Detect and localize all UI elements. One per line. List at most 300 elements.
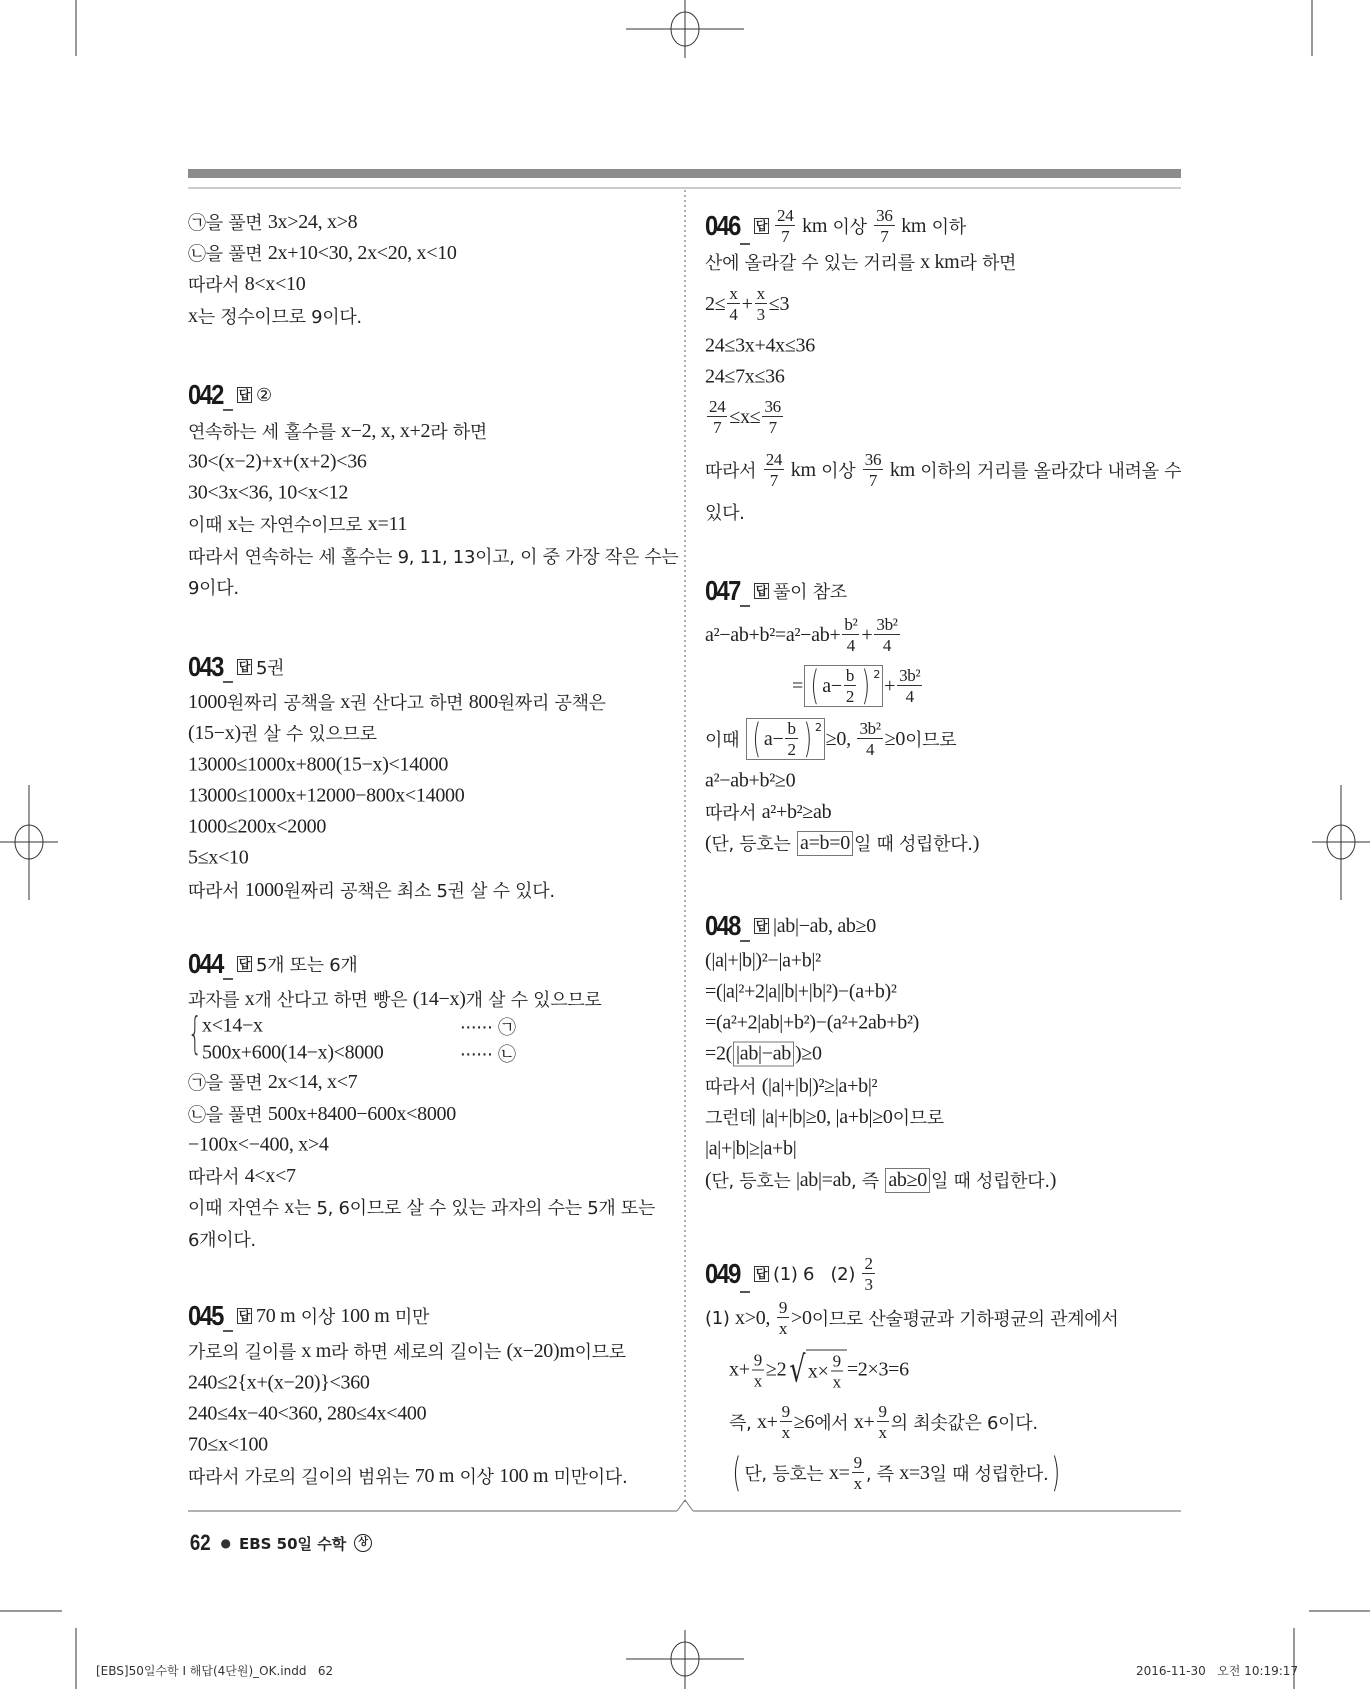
solution-line: [188, 418, 487, 444]
solution-line: [188, 303, 362, 329]
math-expression: 30<(x−2)+x+(x+2)<36: [188, 450, 367, 473]
solution-line: [188, 574, 239, 600]
math-expression: 70 m: [414, 1464, 455, 1487]
answer-value: [256, 951, 358, 977]
fraction-denominator: 4: [846, 636, 855, 655]
fraction-numerator: b: [845, 666, 855, 685]
text-run: 이므로: [905, 730, 957, 751]
fraction: [764, 451, 784, 489]
fraction: [752, 1351, 764, 1389]
answer-label-icon: 답: [755, 219, 768, 233]
answer-value: [256, 654, 284, 680]
solution-line: [705, 830, 979, 856]
text-run: 5권: [256, 658, 285, 679]
problem-number: 044: [188, 948, 223, 979]
text-run: 는 자연수이므로: [237, 515, 368, 536]
fraction-numerator: b²: [844, 615, 858, 634]
answer-label-icon: 답: [755, 919, 768, 933]
square-root: [786, 1350, 847, 1391]
text-run: 그런데: [705, 1108, 762, 1129]
text-run: 이하의 거리를 올라갔다 내려올 수: [914, 461, 1182, 482]
solution-line: [188, 482, 348, 505]
boxed-expression: [885, 1168, 930, 1193]
text-run: 이상: [454, 1467, 500, 1488]
text-run: 원짜리 공책을: [226, 693, 341, 714]
text-run: 연속하는 세 홀수를: [188, 422, 341, 443]
slug-left: [EBS]50일수학 I 해답(4단원)_OK.indd 62: [96, 1664, 334, 1678]
text-run: 따라서: [188, 881, 245, 902]
text-run: ㉠을 풀면: [188, 1073, 268, 1094]
underscore-mark: [740, 605, 750, 607]
problem-heading: [188, 379, 272, 411]
text-run: 따라서: [705, 1077, 762, 1098]
problem-heading: [705, 207, 966, 245]
answer-value: [773, 915, 876, 938]
fraction-denominator: x: [853, 1474, 862, 1493]
solution-line: [705, 398, 785, 436]
solution-line: [705, 616, 902, 654]
text-run: , 즉: [865, 1464, 900, 1485]
solution-line: [188, 689, 606, 715]
fraction-denominator: 4: [729, 305, 738, 324]
text-run: ㉡을 풀면: [188, 244, 268, 265]
underscore-mark: [223, 409, 233, 411]
fraction-numerator: 2: [864, 1254, 873, 1273]
solution-line: [188, 1194, 655, 1220]
answer-label-icon: 답: [755, 584, 768, 598]
bullet-icon: ●: [220, 1536, 231, 1550]
text-run: 따라서: [188, 275, 245, 296]
parenthesized-expression: [807, 663, 881, 709]
math-expression: 13000≤1000x+800(15−x)<14000: [188, 753, 449, 776]
text-run: 가로의 길이를: [188, 1342, 302, 1363]
text-run: 산에 올라갈 수 있는 거리를: [705, 253, 921, 274]
fraction: [775, 207, 795, 245]
math-expression: 70 m: [256, 1304, 296, 1327]
footer-title: EBS 50일 수학: [238, 1534, 347, 1553]
text-run: 따라서: [705, 803, 762, 824]
problem-number: 045: [188, 1300, 223, 1331]
fraction: [874, 616, 899, 654]
problem-heading: [705, 1255, 877, 1293]
fraction-numerator: 24: [709, 397, 726, 416]
solution-line: [705, 718, 956, 760]
fraction-denominator: 3: [756, 305, 765, 324]
solution-line: [188, 785, 464, 808]
math-expression: 30<3x<36, 10<x<12: [188, 481, 349, 504]
fraction: [831, 1353, 843, 1391]
fraction-denominator: x: [878, 1423, 887, 1442]
math-expression: 24≤7x≤36: [705, 365, 785, 388]
math-expression: 5≤x<10: [188, 846, 249, 869]
math-expression: −100x<−400, x>4: [188, 1133, 329, 1156]
math-expression: ≥0: [884, 727, 906, 750]
answer-label-icon: 답: [755, 1267, 768, 1281]
math-expression: x−2, x, x+2: [340, 419, 431, 442]
left-paren: (: [752, 716, 761, 762]
solution-line: [188, 1463, 627, 1489]
fraction-denominator: 2: [845, 687, 855, 706]
fraction: [874, 207, 894, 245]
math-expression: x=: [828, 1461, 850, 1484]
text-run: 즉,: [729, 1413, 757, 1434]
math-expression: km: [786, 458, 816, 481]
math-expression: x: [284, 1195, 294, 1218]
math-expression: x m: [301, 1339, 332, 1362]
math-expression: (: [705, 1168, 712, 1191]
fraction: [777, 1299, 789, 1337]
fraction-denominator: 7: [880, 227, 889, 246]
math-expression: |a|+|b|≥|a+b|: [705, 1137, 797, 1160]
fraction-numerator: 9: [832, 1351, 841, 1371]
math-expression: =2×3=6: [846, 1358, 909, 1381]
boxed-expression: [804, 665, 883, 707]
fraction-denominator: 7: [768, 418, 777, 437]
fraction-numerator: 36: [876, 206, 893, 225]
solution-line: [705, 366, 785, 389]
math-expression: a²−ab+b²=a²−ab+: [705, 623, 841, 646]
fraction: [857, 720, 882, 758]
text-run: 이므로: [892, 1108, 944, 1129]
text-run: 라 하면: [959, 253, 1017, 274]
problem-heading: [188, 948, 358, 980]
problem-heading: [188, 1300, 429, 1332]
solution-line: [705, 499, 745, 525]
text-run: 일 때 성립한다.: [930, 1171, 1050, 1192]
solution-line: [729, 1403, 1038, 1441]
solution-line: [705, 335, 815, 358]
math-expression: ): [972, 831, 980, 854]
solution-line: [729, 1450, 1064, 1496]
math-expression: 24≤3x+4x≤36: [705, 334, 815, 357]
math-expression: 1000: [244, 878, 284, 901]
answer-label-icon: 답: [238, 660, 251, 674]
math-expression: =2(: [705, 1042, 733, 1065]
fraction-numerator: 9: [853, 1453, 862, 1472]
fraction-numerator: 9: [778, 1298, 788, 1317]
solution-line: [705, 1299, 1118, 1337]
solution-line: [705, 799, 831, 825]
solution-line: [188, 1372, 370, 1395]
right-paren: ): [861, 663, 870, 709]
math-expression: 2x+10<30, 2x<20, x<10: [267, 241, 457, 264]
text-run: 미만이다.: [548, 1467, 628, 1488]
text-run: 단, 등호는: [711, 834, 796, 855]
solution-line: [188, 1069, 357, 1095]
math-expression: x: [340, 690, 350, 713]
math-expression: (|a|+|b|)²−|a+b|²: [705, 949, 821, 972]
math-expression: x<14−x: [202, 1014, 263, 1037]
fraction-numerator: 3b²: [899, 666, 921, 685]
math-expression: +: [884, 674, 896, 697]
fraction-numerator: x: [756, 284, 765, 303]
math-expression: 500x+8400−600x<8000: [267, 1102, 456, 1125]
solution-line: [188, 543, 679, 569]
math-expression: (: [705, 831, 712, 854]
fraction-denominator: 7: [781, 227, 790, 246]
solution-line: [188, 754, 448, 777]
problem-heading: [188, 651, 284, 683]
math-expression: a−: [763, 727, 784, 750]
math-expression: (|a|+|b|)²≥|a+b|²: [761, 1074, 878, 1097]
boxed-expression: [797, 831, 853, 856]
underscore-mark: [223, 978, 233, 980]
boxed-expression: [733, 1042, 794, 1067]
solution-line: [705, 770, 795, 793]
fraction-numerator: 9: [753, 1350, 762, 1369]
boxed-expression: [746, 718, 825, 760]
fraction-denominator: x: [781, 1423, 790, 1442]
fraction-numerator: 36: [864, 450, 882, 469]
fraction: [877, 1403, 889, 1441]
math-expression: km: [797, 214, 828, 237]
solution-line: [705, 1073, 877, 1099]
underscore-mark: [740, 243, 750, 245]
solution-line: [705, 981, 897, 1004]
fraction-numerator: b: [787, 719, 796, 738]
math-expression: a²+b²≥ab: [761, 800, 832, 823]
solution-line: [188, 209, 357, 235]
fraction: [842, 616, 859, 654]
equation-label: ······ ㉡: [460, 1044, 516, 1065]
fraction-numerator: x: [729, 284, 738, 303]
fraction-denominator: 7: [868, 471, 878, 490]
exponent: 2: [815, 721, 822, 734]
fraction: [897, 667, 922, 705]
math-expression: ≤3: [768, 292, 790, 315]
math-expression: km: [885, 458, 915, 481]
math-expression: (x−20)m: [506, 1339, 575, 1362]
underscore-mark: [740, 1291, 750, 1293]
math-expression: x=11: [367, 512, 408, 535]
text-run: 5개 또는 6개: [256, 955, 358, 976]
math-expression: x=3: [899, 1461, 930, 1484]
text-run: 개 살 수 있으므로: [465, 990, 602, 1011]
math-expression: +: [861, 623, 873, 646]
solution-line: [705, 1012, 919, 1035]
fraction-numerator: 3b²: [876, 615, 898, 634]
answer-value: [256, 1303, 429, 1329]
fraction-numerator: 24: [765, 450, 783, 469]
solution-line: [705, 950, 821, 973]
fraction-denominator: 4: [882, 636, 892, 655]
math-expression: 100 m: [340, 1304, 390, 1327]
text-run: 따라서: [188, 1167, 245, 1188]
fraction: [755, 285, 767, 323]
system-brace: {: [188, 1008, 202, 1059]
slug-right: 2016-11-30 오전 10:19:17: [1136, 1664, 1299, 1678]
math-expression: 8<x<10: [244, 272, 306, 295]
text-run: 있다.: [705, 503, 745, 524]
problem-number: 049: [705, 1258, 740, 1289]
fraction-numerator: 3b²: [859, 719, 881, 738]
solution-line: [705, 451, 1181, 489]
text-run: 단, 등호는: [711, 1171, 796, 1192]
fraction-denominator: 4: [865, 740, 875, 759]
math-expression: |a|+|b|≥0, |a+b|≥0: [761, 1105, 893, 1128]
math-expression: 1000≤200x<2000: [188, 815, 327, 838]
math-expression: 3x>24, x>8: [267, 210, 358, 233]
math-expression: |ab|−ab: [736, 1042, 791, 1065]
math-expression: 240≤2{x+(x−20)}<360: [188, 1371, 370, 1394]
solution-line: [705, 1138, 796, 1161]
math-expression: 2≤: [705, 292, 726, 315]
text-run: 개 산다고 하면 빵은: [254, 990, 413, 1011]
text-run: 이므로: [574, 1342, 626, 1363]
solution-line: [705, 1042, 822, 1067]
text-run: 라 하면: [430, 422, 487, 443]
text-run: 이상: [815, 461, 861, 482]
text-run: 이때 자연수: [188, 1198, 285, 1219]
solution-line: [188, 720, 377, 746]
math-expression: 4<x<7: [244, 1164, 296, 1187]
answer-label-icon: 답: [238, 957, 251, 971]
fraction-numerator: 36: [764, 397, 781, 416]
problem-number: 043: [188, 651, 223, 682]
radical-sign: √: [789, 1349, 806, 1390]
text-run: ②: [256, 384, 272, 406]
solution-line: [202, 1041, 516, 1065]
solution-line: [188, 1163, 296, 1189]
answer-value: [773, 1255, 877, 1293]
page-number: 62: [189, 1530, 211, 1555]
text-run: 이때: [705, 730, 745, 751]
math-expression: x×: [807, 1360, 829, 1382]
text-run: 이하: [926, 217, 966, 238]
math-expression: x km: [920, 250, 960, 273]
big-left-paren: (: [732, 1450, 741, 1496]
solution-line: [188, 986, 601, 1012]
math-expression: >0: [791, 1306, 812, 1329]
underscore-mark: [223, 1330, 233, 1332]
math-expression: 100 m: [499, 1464, 549, 1487]
text-run: 일 때 성립한다.: [853, 834, 973, 855]
problem-heading: [705, 575, 847, 607]
solution-line: [705, 249, 1016, 275]
fraction: [862, 1255, 874, 1293]
math-expression: 800: [468, 690, 498, 713]
fraction: [785, 720, 797, 758]
radicand: [806, 1350, 847, 1391]
math-expression: 500x+600(14−x)<8000: [202, 1041, 384, 1064]
text-run: 이상: [295, 1307, 341, 1328]
text-run: 6개이다.: [188, 1230, 256, 1251]
math-expression: ≥0,: [825, 727, 856, 750]
math-expression: ab≥0: [888, 1168, 927, 1191]
page-footer: [188, 1530, 372, 1556]
fraction: [863, 451, 883, 489]
math-expression: (14−x): [412, 987, 466, 1010]
solution-line: [188, 451, 367, 474]
solution-line: [705, 1167, 1056, 1193]
math-expression: 2x<14, x<7: [267, 1070, 358, 1093]
math-expression: )≥0: [795, 1042, 822, 1065]
solution-line: [188, 816, 326, 839]
text-run: 의 최솟값은 6이다.: [890, 1413, 1038, 1434]
math-expression: a²−ab+b²≥0: [705, 769, 796, 792]
footer-badge: 상: [354, 1534, 372, 1552]
math-expression: km: [896, 214, 927, 237]
math-expression: |ab|−ab, ab≥0: [773, 914, 877, 937]
solution-line: [188, 240, 457, 266]
math-expression: x+: [853, 1410, 875, 1433]
fraction-denominator: 2: [787, 740, 796, 759]
fraction-denominator: x: [832, 1372, 841, 1392]
solution-line: [188, 1338, 626, 1364]
solution-line: [188, 1134, 329, 1157]
fraction-denominator: x: [753, 1371, 762, 1390]
fraction-denominator: x: [778, 1319, 788, 1338]
text-run: 9이다.: [188, 578, 239, 599]
solution-line: [188, 877, 555, 903]
math-expression: ): [1049, 1168, 1057, 1191]
text-run: 풀이 참조: [773, 582, 847, 603]
text-run: 미만: [389, 1307, 430, 1328]
problem-number: 046: [705, 210, 740, 241]
fraction-numerator: 24: [777, 206, 794, 225]
problem-number: 042: [188, 379, 223, 410]
math-expression: 13000≤1000x+12000−800x<14000: [188, 784, 465, 807]
right-paren: ): [803, 716, 812, 762]
solution-line: [188, 1226, 256, 1252]
math-expression: a−: [822, 674, 842, 697]
answer-value: [773, 578, 847, 604]
text-run: 라 하면 세로의 길이는: [331, 1342, 507, 1363]
text-run: ㉠을 풀면: [188, 213, 268, 234]
answer-label-icon: 답: [238, 1309, 251, 1323]
underscore-mark: [223, 681, 233, 683]
text-run: 권 살 수 있으므로: [240, 724, 377, 745]
exponent: 2: [873, 668, 881, 681]
problem-number: 048: [705, 910, 740, 941]
text-run: 이므로 산술평균과 기하평균의 관계에서: [811, 1309, 1119, 1330]
solution-line: [202, 1014, 516, 1038]
solution-line: [188, 511, 407, 537]
solution-line: [705, 285, 789, 323]
fraction-denominator: 4: [905, 687, 914, 706]
text-run: 이때: [188, 515, 228, 536]
text-run: 단, 등호는: [744, 1464, 829, 1485]
text-run: 원짜리 공책은: [497, 693, 606, 714]
text-run: (1): [705, 1307, 736, 1329]
fraction: [762, 398, 782, 436]
problem-number: 047: [705, 575, 740, 606]
text-run: (1) 6 (2): [773, 1263, 861, 1285]
solution-line: [188, 271, 305, 297]
text-run: 이상: [827, 217, 873, 238]
solution-line: [188, 1434, 268, 1457]
text-run: 따라서 연속하는 세 홀수는 9, 11, 13이고, 이 중 가장 작은 수는: [188, 547, 679, 568]
solution-line: [792, 665, 924, 707]
math-expression: +: [741, 292, 753, 315]
parenthesized-expression: [749, 716, 822, 762]
solution-line: [729, 1350, 909, 1391]
math-expression: |ab|=ab: [796, 1168, 851, 1191]
text-run: 따라서: [705, 461, 762, 482]
math-expression: ≤x≤: [729, 405, 761, 428]
problem-heading: [705, 910, 876, 942]
fraction: [727, 285, 739, 323]
answer-label-icon: 답: [238, 388, 251, 402]
solution-line: [705, 1104, 944, 1130]
fraction-numerator: 9: [878, 1402, 887, 1421]
math-expression: x+: [729, 1358, 750, 1381]
text-run: 과자를: [188, 990, 245, 1011]
fraction: [780, 1403, 792, 1441]
math-expression: 240≤4x−40<360, 280≤4x<400: [188, 1402, 427, 1425]
fraction-denominator: 7: [769, 471, 778, 490]
text-run: 에서: [814, 1413, 854, 1434]
